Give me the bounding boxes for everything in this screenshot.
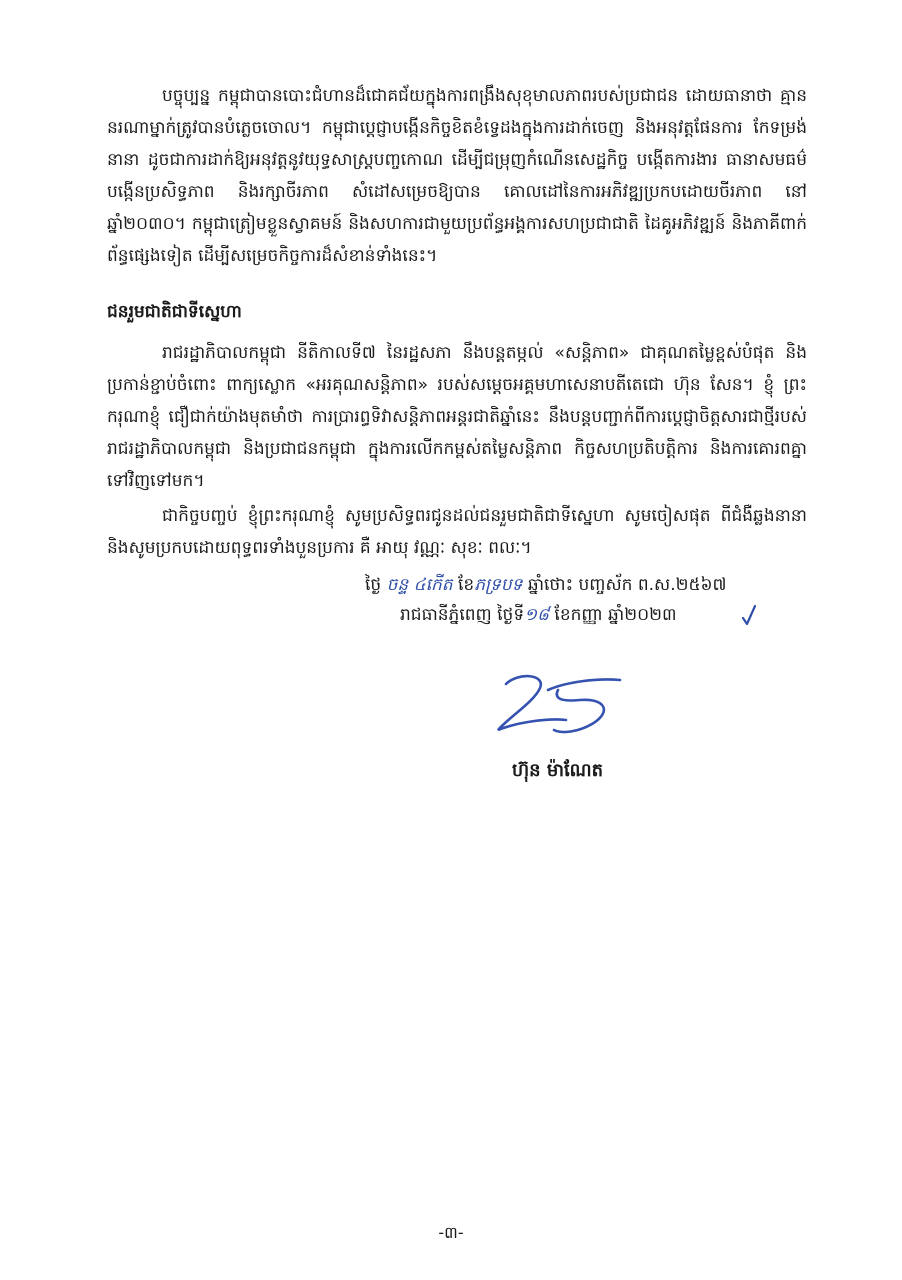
lunar-month-handwritten: ភទ្របទ xyxy=(474,575,523,595)
place-prefix: រាជធានីភ្នំពេញ ថ្ងៃទី xyxy=(400,605,525,625)
lunar-month-prefix: ខែ xyxy=(458,575,475,595)
solar-date-line xyxy=(400,600,677,630)
lunar-day-handwritten: ចន្ទ ៤កើត xyxy=(386,575,453,595)
solar-month-year: ខែកញ្ញា ឆ្នាំ២០២៣ xyxy=(554,605,677,625)
lunar-day-prefix: ថ្ងៃ xyxy=(365,575,382,595)
handwritten-signature-icon xyxy=(488,668,638,740)
paragraph-current-progress: បច្ចុប្បន្ន កម្ពុជាបានបោះជំហានដ៏ជោគជ័យក្នុងការពង្រឹងសុខុមាលភាពរបស់ប្រជាជន ដោយធានាថា គ្មាននរណាម្នាក់ត្រូវបានបំភ្លេចចោល។ កម្ពុជាប្ដេជ្ញាបង្កើនកិច្ចខិតខំទ្វេដងក្នុងការដាក់ចេញ និងអនុវត្តផែនការ កែទម្រង់នានា ដូចជាការដាក់ឱ្យអនុវត្តនូវយុទ្ធសាស្ត្របញ្ចកោណ ដើម្បីជម្រុញកំណើនសេដ្ឋកិច្ច បង្កើតការងារ ធានាសមធម៌ បង្កើនប្រសិទ្ធភាព និងរក្សាចីរភាព សំដៅសម្រេចឱ្យបាន គោលដៅនៃការអភិវឌ្ឍប្រកបដោយចីរភាព នៅឆ្នាំ២០៣០។ កម្ពុជាត្រៀមខ្លួនស្វាគមន៍ និងសហការជាមួយប្រព័ន្ធអង្គការសហប្រជាជាតិ ដៃគូអភិវឌ្ឍន៍ និងភាគីពាក់ព័ន្ធផ្សេងទៀត ដើម្បីសម្រេចកិច្ចការដ៏សំខាន់ទាំងនេះ។ xyxy=(107,86,807,266)
paragraph-closing-wishes: ជាកិច្ចបញ្ចប់ ខ្ញុំព្រះករុណាខ្ញុំ សូមប្រសិទ្ធពរជូនដល់ជនរួមជាតិជាទីស្នេហា សូមចៀសផុត ពីជំងឺឆ្លងនានា និងសូមប្រកបដោយពុទ្ធពរទាំងបួនប្រការ គឺ អាយុ វណ្ណៈ សុខៈ ពលៈ។ xyxy=(107,506,807,558)
check-mark-icon xyxy=(741,604,757,628)
signatory-name: ហ៊ុន ម៉ាណែត xyxy=(512,760,604,781)
paragraph-peace: រាជរដ្ឋាភិបាលកម្ពុជា នីតិកាលទី៧ នៃរដ្ឋសភា នឹងបន្តតម្កល់ «សន្តិភាព» ជាគុណតម្លៃខ្ពស់បំផុត និងប្រកាន់ខ្ជាប់ចំពោះ ពាក្យស្លោក «អរគុណសន្តិភាព» របស់សម្ដេចអគ្គមហាសេនាបតីតេជោ ហ៊ុន សែន។ ខ្ញុំ ព្រះករុណាខ្ញុំ ជឿជាក់យ៉ាងមុតមាំថា ការប្រារព្ធទិវាសន្តិភាពអន្តរជាតិឆ្នាំនេះ នឹងបន្តបញ្ជាក់ពីការប្ដេជ្ញាចិត្តសារជាថ្មីរបស់រាជរដ្ឋាភិបាលកម្ពុជា និងប្រជាជនកម្ពុជា ក្នុងការលើកកម្ពស់តម្លៃសន្តិភាព កិច្ចសហប្រតិបត្តិការ និងការគោរពគ្នាទៅវិញទៅមក។ xyxy=(107,343,807,491)
section-heading: ជនរួមជាតិជាទីស្នេហា xyxy=(107,302,242,322)
lunar-year: ឆ្នាំថោះ បញ្ចស័ក ព.ស.២៥៦៧ xyxy=(527,575,727,595)
solar-day-handwritten: ១៨ xyxy=(524,605,550,625)
page-number: -៣- xyxy=(438,1223,464,1242)
lunar-date-line xyxy=(365,570,727,600)
